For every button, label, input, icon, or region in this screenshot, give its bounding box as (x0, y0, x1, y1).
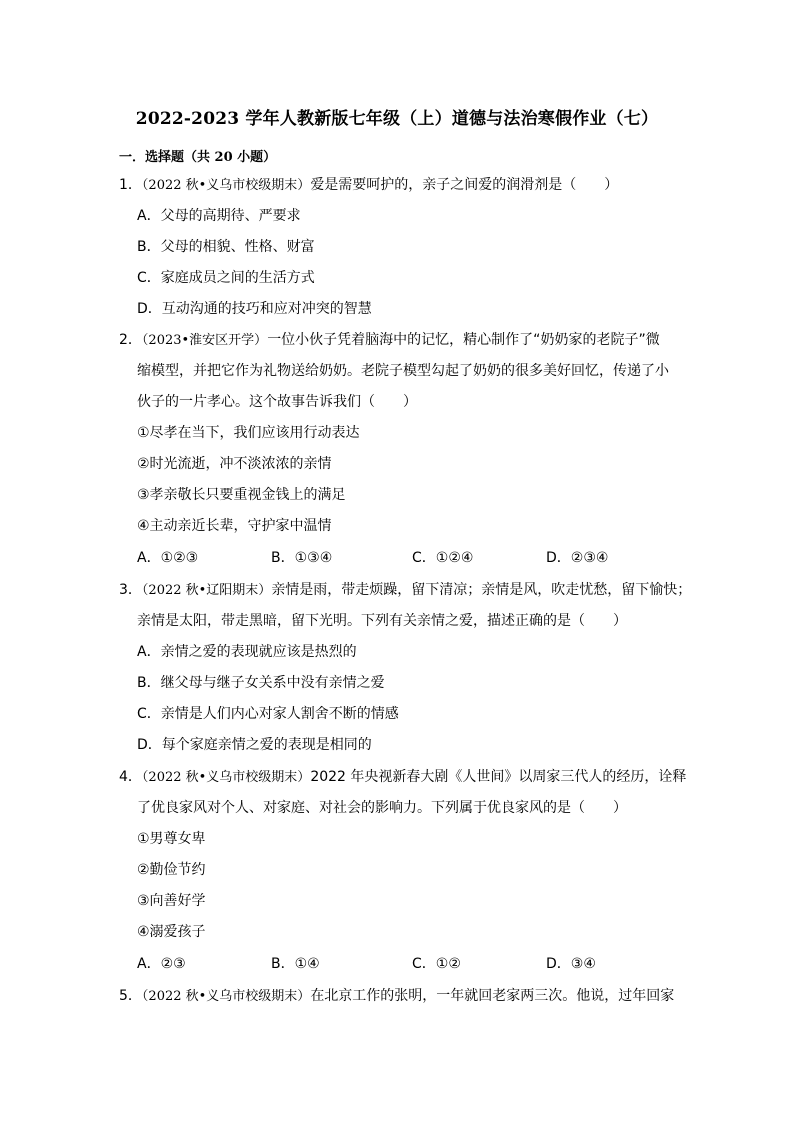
question-number: 5． (119, 988, 142, 1004)
q2-option-b: B．①③④ (271, 550, 333, 566)
question-source: （2022 秋•义乌市校级期末） (141, 770, 311, 785)
question-number: 2． (119, 332, 142, 348)
question-text: 2022 年央视新春大剧《人世间》以周家三代人的经历，诠释 (310, 769, 687, 785)
q1-option-a: A．父母的高期待、严要求 (137, 208, 301, 224)
question-text: 亲情是雨，带走烦躁，留下清凉；亲情是风，吹走忧愁，留下愉快； (271, 582, 692, 598)
question-source: （2023•淮安区开学） (141, 333, 268, 348)
q4-option-b: B．①④ (271, 956, 320, 972)
q1-option-d: D．互动沟通的技巧和应对冲突的智慧 (137, 301, 372, 317)
question-number: 4． (119, 769, 142, 785)
question-3-line-2: 亲情是太阳，带走黑暗，留下光明。下列有关亲情之爱，描述正确的是（ ） (137, 613, 627, 629)
q4-statement-2: ②勤俭节约 (137, 862, 206, 878)
q2-statement-3: ③孝亲敬长只要重视金钱上的满足 (137, 487, 346, 503)
question-text: 一位小伙子凭着脑海中的记忆，精心制作了“奶奶家的老院子”微 (267, 332, 660, 348)
question-4-stem (119, 767, 686, 788)
q1-option-b: B．父母的相貌、性格、财富 (137, 239, 315, 255)
question-number: 3． (119, 582, 142, 598)
q4-statement-3: ③向善好学 (137, 893, 206, 909)
q3-option-d: D．每个家庭亲情之爱的表现是相同的 (137, 737, 372, 753)
q2-option-a: A．①②③ (137, 550, 199, 566)
q2-option-d: D．②③④ (546, 550, 609, 566)
q4-statement-4: ④溺爱孩子 (137, 924, 206, 940)
question-2-line-3: 伙子的一片孝心。这个故事告诉我们（ ） (137, 394, 417, 410)
q3-option-a: A．亲情之爱的表现就应该是热烈的 (137, 644, 357, 660)
q4-option-a: A．②③ (137, 956, 186, 972)
q2-option-c: C．①②④ (412, 550, 474, 566)
question-5-stem (119, 986, 674, 1007)
question-2-stem (119, 330, 660, 351)
question-source: （2022 秋•义乌市校级期末） (141, 989, 311, 1004)
question-number: 1． (119, 177, 142, 193)
document-title: 2022-2023 学年人教新版七年级（上）道德与法治寒假作业（七） (135, 109, 659, 129)
question-1-stem (119, 175, 618, 196)
q2-statement-2: ②时光流逝，冲不淡浓浓的亲情 (137, 456, 332, 472)
q4-statement-1: ①男尊女卑 (137, 831, 206, 847)
q4-option-c: C．①② (412, 956, 461, 972)
section-heading: 一．选择题（共 20 小题） (119, 150, 277, 165)
q2-statement-4: ④主动亲近长辈，守护家中温情 (137, 518, 332, 534)
question-source: （2022 秋•义乌市校级期末） (141, 178, 311, 193)
q1-option-c: C．家庭成员之间的生活方式 (137, 270, 315, 286)
question-3-stem (119, 580, 691, 601)
q2-statement-1: ①尽孝在当下，我们应该用行动表达 (137, 425, 360, 441)
q3-option-b: B．继父母与继子女关系中没有亲情之爱 (137, 675, 385, 691)
question-2-line-2: 缩模型，并把它作为礼物送给奶奶。老院子模型勾起了奶奶的很多美好回忆，传递了小 (137, 363, 669, 379)
q4-option-d: D．③④ (546, 956, 596, 972)
question-text: 爱是需要呵护的，亲子之间爱的润滑剂是（ ） (310, 177, 619, 193)
question-text: 在北京工作的张明，一年就回老家两三次。他说，过年回家 (310, 988, 675, 1004)
question-4-line-2: 了优良家风对个人、对家庭、对社会的影响力。下列属于优良家风的是（ ） (137, 800, 627, 816)
question-source: （2022 秋•辽阳期末） (141, 583, 272, 598)
q3-option-c: C．亲情是人们内心对家人割舍不断的情感 (137, 706, 399, 722)
